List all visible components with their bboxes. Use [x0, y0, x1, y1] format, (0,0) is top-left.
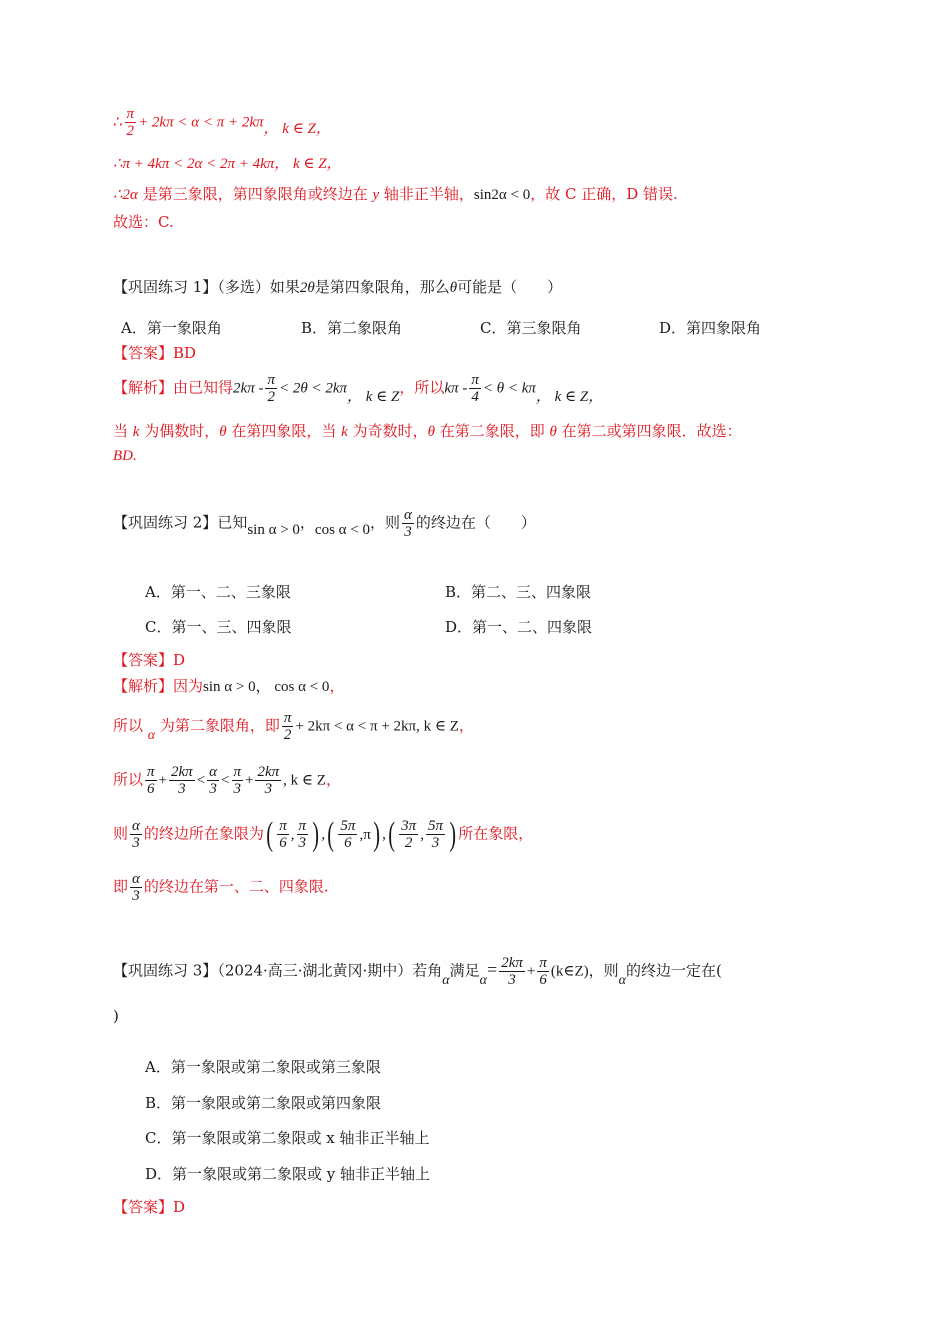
question-1-label: 【巩固练习 1】 [113, 278, 218, 296]
q2-analysis-line-4: 则 $\frac{\alpha}{3}$ 的终边所在象限为( $\frac{\pi}{6}$ , $\frac{\pi}{3}$ ) ,( $\frac{5\pi}{6}$ ,π) ,( $\frac{3\pi}{2}$ , $\frac{5\pi}{3}$ ) 所在象限， [113, 815, 534, 853]
fraction-pi-over-4: $\frac{\pi}{4}$ [471, 372, 479, 405]
question-1-stem: 【巩固练习 1】（多选）如果2θ是第四象限角，那么θ可能是（ ） [113, 278, 563, 296]
q1-answer: 【答案】BD [113, 344, 197, 362]
solution-line-2: ∴π + 4kπ < 2α < 2π + 4kπ， k ∈ Z， [113, 156, 342, 172]
q2-analysis-line-2: 所以 α 为第二象限角，即 $\frac{\pi}{2}$ + 2kπ < α < π + 2kπ, k ∈ Z， [113, 710, 474, 743]
q1-analysis-line-2: 当 k 为偶数时，θ 在第四象限，当 k 为奇数时，θ 在第二象限，即 θ 在第二或第四象限．故选： [113, 422, 742, 440]
q2-analysis-line-5: 即 $\frac{\alpha}{3}$ 的终边在第一、二、四象限. [113, 871, 329, 904]
question-3-stem: 【巩固练习 3】（2024·高三·湖北黄冈·期中）若角α满足α= $\frac{2k\pi}{3}$ + $\frac{\pi}{6}$ (k∈Z)，则α的终边一定在( [113, 955, 722, 988]
q3-option-d[interactable]: D．第一象限或第二象限或 y 轴非正半轴上 [145, 1165, 431, 1183]
q3-option-a[interactable]: A．第一象限或第二象限或第三象限 [145, 1058, 381, 1076]
q1-option-c[interactable]: C．第三象限角 [480, 319, 582, 337]
solution-line-4: 故选：C. [113, 213, 174, 231]
question-3-label: 【巩固练习 3】 [113, 961, 218, 980]
q3-option-c[interactable]: C．第一象限或第二象限或 x 轴非正半轴上 [145, 1129, 430, 1147]
fraction-alpha-over-3: $\frac{\alpha}{3}$ [404, 507, 412, 540]
q3-option-b[interactable]: B．第一象限或第二象限或第四象限 [145, 1094, 382, 1112]
q2-option-c[interactable]: C．第一、三、四象限 [145, 618, 292, 636]
q1-option-a[interactable]: A．第一象限角 [121, 319, 222, 337]
interval-1: ( $\frac{\pi}{6}$ , $\frac{\pi}{3}$ ) [266, 815, 320, 853]
interval-3: ( $\frac{3\pi}{2}$ , $\frac{5\pi}{3}$ ) [388, 815, 457, 853]
q2-option-b[interactable]: B．第二、三、四象限 [445, 583, 592, 601]
q3-answer: 【答案】D [113, 1198, 186, 1216]
q2-answer: 【答案】D [113, 651, 186, 669]
question-3-stem-wrap: ) [113, 1007, 119, 1025]
q1-analysis-line-1: 【解析】由已知得2kπ - $\frac{\pi}{2}$ < 2θ < 2kπ， k ∈ Z，所以kπ - $\frac{\pi}{4}$ < θ < kπ， k ∈ Z， [113, 372, 604, 405]
fraction-pi-over-2: $\frac{\pi}{2}$ [283, 710, 292, 743]
q2-option-d[interactable]: D．第一、二、四象限 [445, 618, 593, 636]
q2-analysis-line-3: 所以 $\frac{\pi}{6}$ + $\frac{2k\pi}{3}$ < $\frac{\alpha}{3}$ < $\frac{\pi}{3}$ + $\frac{2k\pi}{3}$ , k ∈ Z， [113, 764, 341, 797]
fraction-pi-over-2: $\frac{\pi}{2}$ [267, 372, 275, 405]
q1-option-b[interactable]: B．第二象限角 [301, 319, 403, 337]
question-2-label: 【巩固练习 2】 [113, 513, 218, 532]
question-2-stem: 【巩固练习 2】已知sin α > 0，cos α < 0，则 $\frac{\alpha}{3}$ 的终边在（ ） [113, 507, 536, 540]
q2-analysis-line-1: 【解析】因为sin α > 0， cos α < 0， [113, 677, 345, 695]
fraction-pi-over-2: $\frac{\pi}{2}$ [126, 106, 135, 139]
solution-line-3: ∴2α 是第三象限，第四象限角或终边在 y 轴非正半轴，sin2α < 0，故 C 正确，D 错误. [113, 185, 678, 203]
q1-option-d[interactable]: D．第四象限角 [659, 319, 762, 337]
solution-line-1: ∴ $\frac{\pi}{2}$ + 2kπ < α < π + 2kπ， k ∈ Z， [113, 106, 331, 139]
q2-option-a[interactable]: A．第一、二、三象限 [145, 583, 291, 601]
interval-2: ( $\frac{5\pi}{6}$ ,π) [327, 815, 380, 853]
q1-analysis-line-3: BD. [113, 448, 137, 464]
